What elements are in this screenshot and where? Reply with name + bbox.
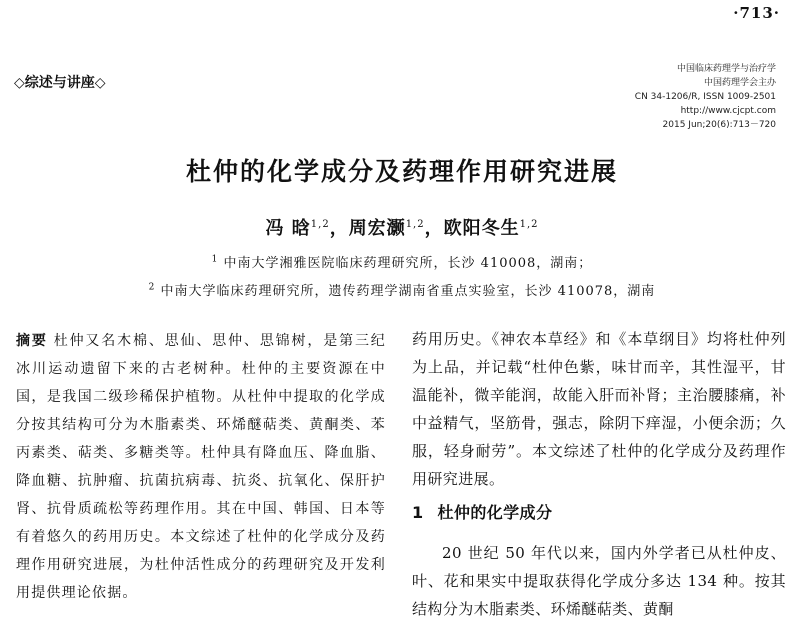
journal-url[interactable]: http://www.cjcpt.com: [680, 106, 776, 116]
journal-sponsor: 中国药理学会主办: [703, 78, 776, 88]
affiliation-text: 中南大学临床药理研究所，遗传药理学湖南省重点实验室，长沙 410078，湖南: [160, 284, 656, 299]
affiliation-number: 1: [211, 254, 219, 265]
author-list: [0, 214, 804, 240]
section-title: 杜仲的化学成分: [437, 503, 553, 522]
journal-issn: CN 34-1206/R, ISSN 1009-2501: [634, 92, 776, 102]
section-heading: [412, 499, 786, 527]
intro-paragraph: 药用历史。《神农本草经》和《本草纲目》均将杜仲列为上品，并记载“杜仲色紫，味甘而辛，其性湿平，甘温能补，微辛能润，故能入肝而补肾；主治腰膝痛，补中益精气，坚筋骨，强志，除阴下痒湿，小便余沥；久服，轻身耐劳”。本文综述了杜仲的化学成分及药理作用研究进展。: [412, 330, 786, 488]
abstract-text: 杜仲又名木棉、思仙、思仲、思锦树，是第三纪冰川运动遗留下来的古老树种。杜仲的主要资源在中国，是我国二级珍稀保护植物。从杜仲中提取的化学成分按其结构可分为木脂素类、环烯醚萜类、黄酮类、苯丙素类、萜类、多糖类等。杜仲具有降血压、降血脂、降血糖、抗肿瘤、抗菌抗病毒、抗炎、抗氧化、保肝护肾、抗骨质疏松等药理作用。其在中国、韩国、日本等有着悠久的药用历史。本文综述了杜仲的化学成分及药理作用研究进展，为杜仲活性成分的药理研究及开发利用提供理论依据。: [16, 333, 386, 601]
author-name: 欧阳冬生: [443, 218, 520, 239]
author-affiliation-mark: 1,2: [405, 219, 425, 230]
section-number: 1: [412, 503, 424, 522]
author-affiliation-mark: 1,2: [519, 219, 539, 230]
abstract-label: 摘要: [16, 333, 48, 349]
author-separator: ，: [329, 218, 349, 239]
affiliation-1: [0, 252, 804, 271]
abstract: [16, 327, 386, 607]
author-separator: ，: [424, 218, 444, 239]
affiliation-text: 中南大学湘雅医院临床药理研究所，长沙 410008，湖南；: [223, 256, 593, 271]
author-name: 冯 晗: [265, 218, 311, 239]
author-name: 周宏灏: [348, 218, 406, 239]
author-affiliation-mark: 1,2: [310, 219, 330, 230]
body-right-column: [412, 325, 786, 623]
affiliation-2: [0, 280, 804, 299]
column-tag: ◇综述与讲座◇: [14, 75, 106, 91]
affiliation-number: 2: [148, 282, 156, 293]
article-title: 杜仲的化学成分及药理作用研究进展: [185, 157, 618, 186]
section-paragraph: 20 世纪 50 年代以来，国内外学者已从杜仲皮、叶、花和果实中提取获得化学成分多达 134 种。按其结构分为木脂素类、环烯醚萜类、黄酮: [412, 544, 786, 618]
journal-citation: 2015 Jun;20(6):713－720: [662, 120, 776, 130]
page-number: ·713·: [733, 4, 780, 22]
journal-masthead: [635, 62, 776, 132]
journal-name: 中国临床药理学与治疗学: [676, 64, 776, 74]
